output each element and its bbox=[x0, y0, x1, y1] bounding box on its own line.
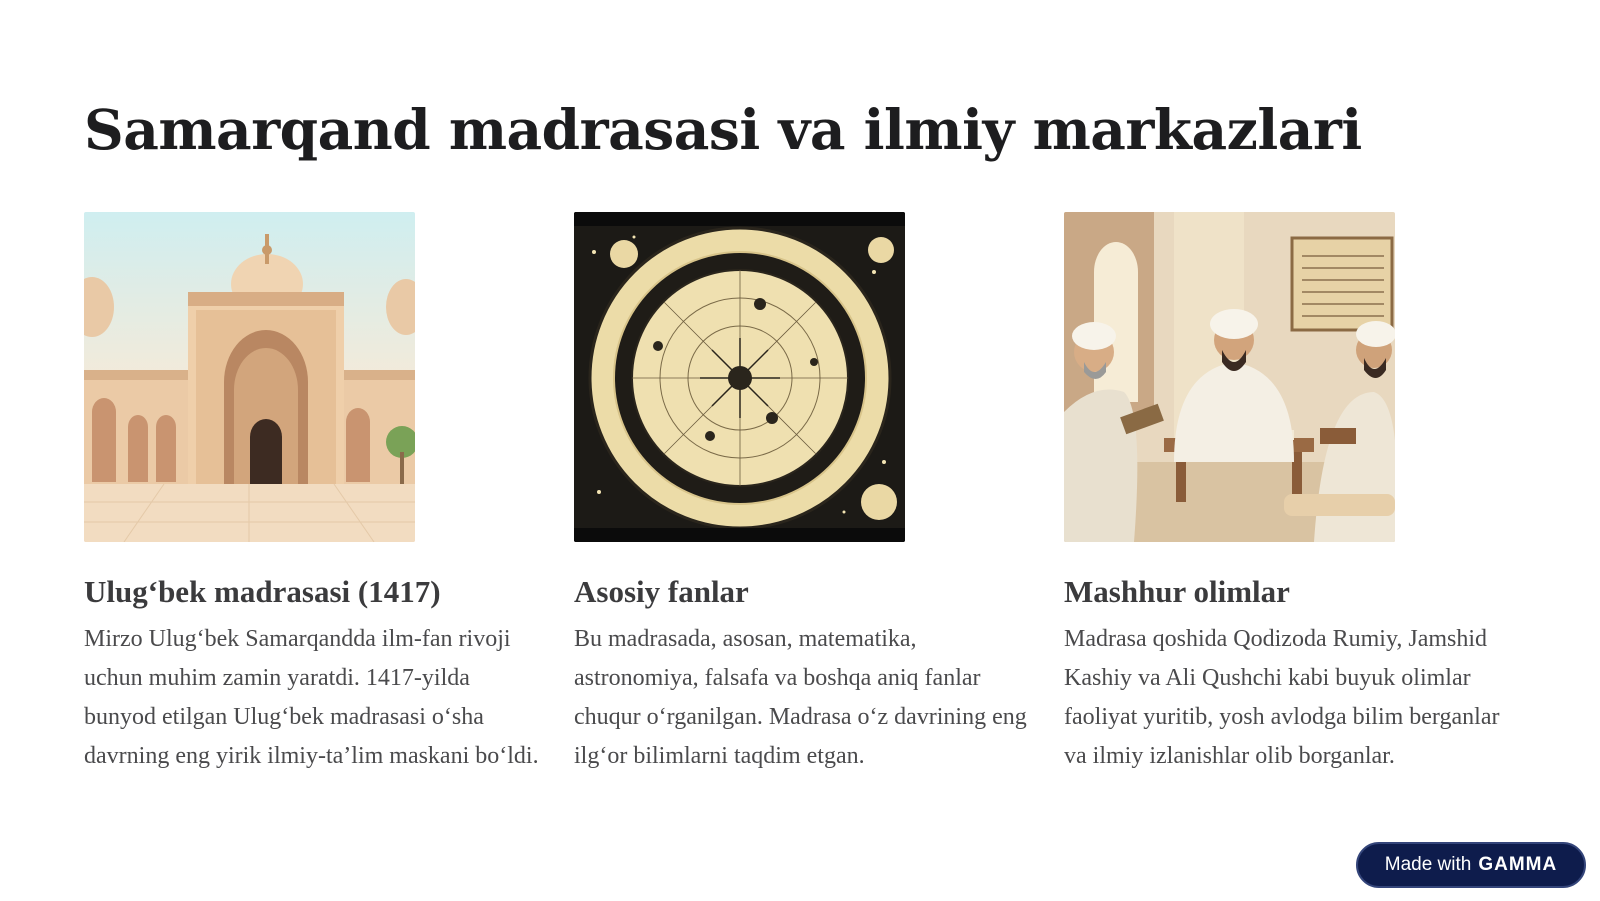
scholars-reading-illustration-icon bbox=[1064, 212, 1395, 542]
astronomical-chart-image bbox=[574, 212, 905, 542]
madrasa-building-image bbox=[84, 212, 415, 542]
gamma-logo: GAMMA bbox=[1478, 854, 1558, 875]
scholars-reading-image bbox=[1064, 212, 1395, 542]
astronomical-chart-illustration-icon bbox=[574, 212, 905, 542]
card-famous-scholars bbox=[1064, 212, 1534, 776]
card-title: Ulug‘bek madrasasi (1417) bbox=[84, 574, 441, 609]
page-title: Samarqand madrasasi va ilmiy markazlari bbox=[84, 97, 1362, 162]
card-title: Asosiy fanlar bbox=[574, 574, 749, 609]
made-with-gamma-badge[interactable] bbox=[1356, 842, 1586, 888]
card-body: Mirzo Ulug‘bek Samarqandda ilm-fan rivoji uchun muhim zamin yaratdi. 1417-yilda bunyod etilgan Ulug‘bek madrasasi o‘sha davrning eng yirik ilmiy-ta’lim maskani bo‘ldi. bbox=[84, 626, 539, 769]
card-title: Mashhur olimlar bbox=[1064, 574, 1290, 609]
card-body: Bu madrasada, asosan, matematika, astronomiya, falsafa va boshqa aniq fanlar chuqur o‘rganilgan. Madrasa o‘z davrining eng ilg‘or bilimlarni taqdim etgan. bbox=[574, 626, 1027, 769]
card-ulugbek-madrasa bbox=[84, 212, 554, 776]
card-body: Madrasa qoshida Qodizoda Rumiy, Jamshid Kashiy va Ali Qushchi kabi buyuk olimlar faoliyat yuritib, yosh avlodga bilim berganlar va ilmiy izlanishlar olib borganlar. bbox=[1064, 626, 1500, 769]
madrasa-building-illustration-icon bbox=[84, 212, 415, 542]
made-with-label: Made with bbox=[1384, 854, 1472, 875]
card-main-sciences bbox=[574, 212, 1044, 776]
